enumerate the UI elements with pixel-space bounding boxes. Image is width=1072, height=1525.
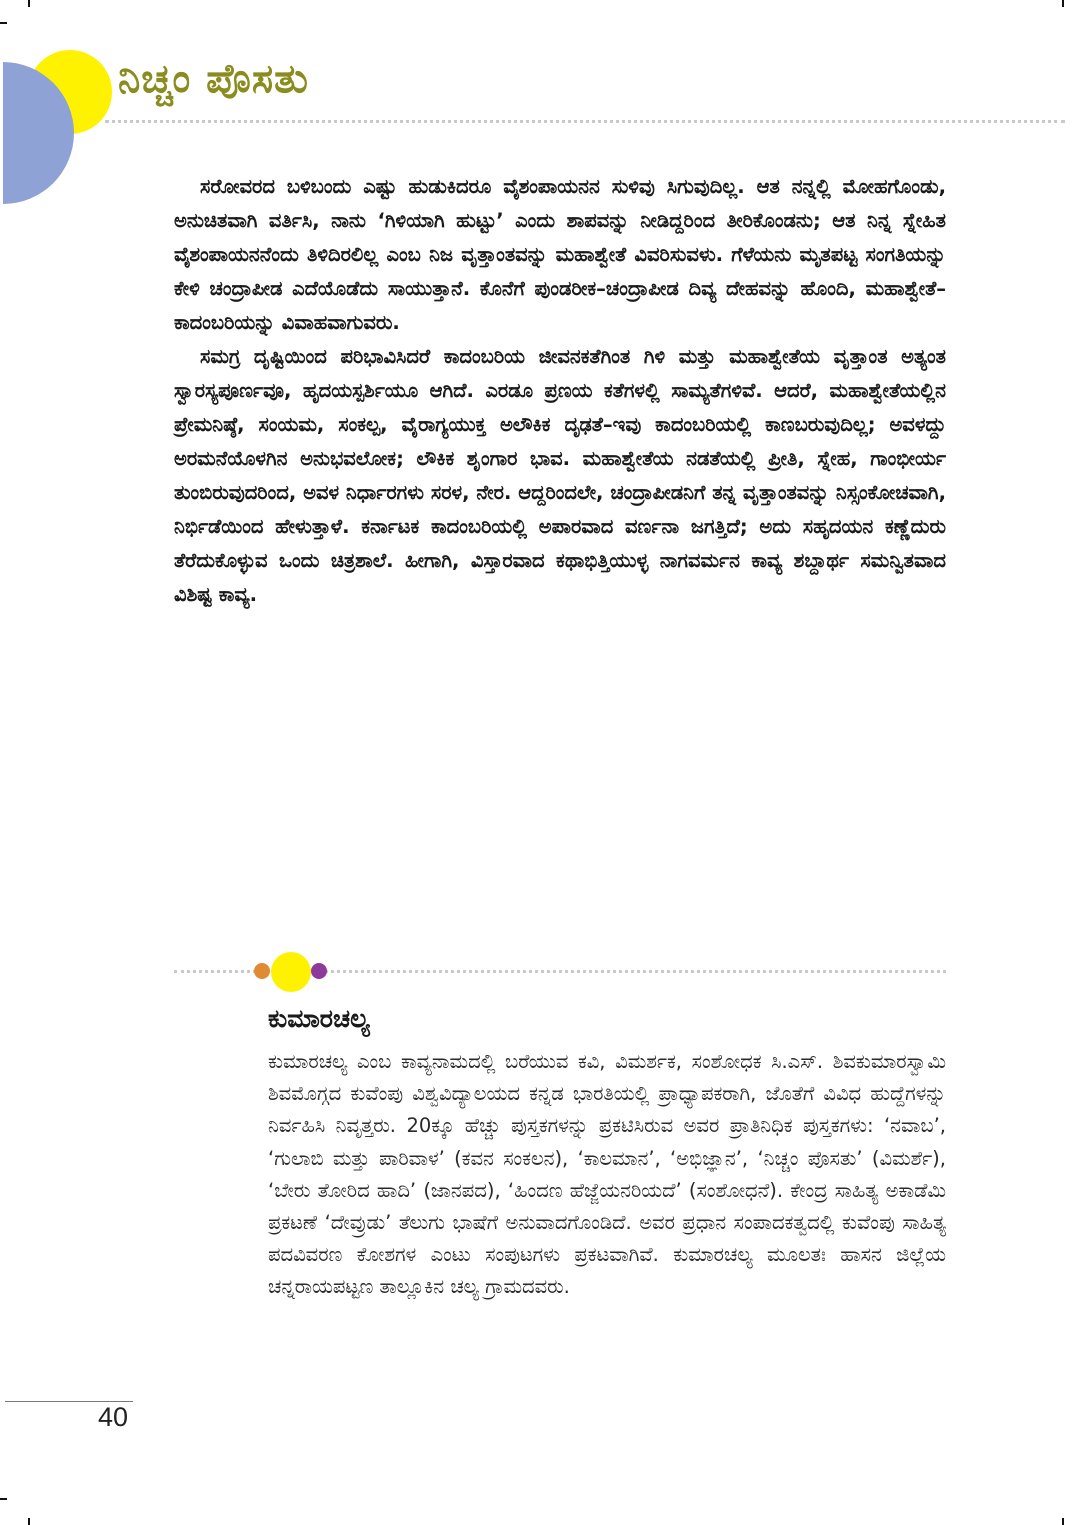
bio-paragraph: ಕುಮಾರಚಲ್ಯ ಎಂಬ ಕಾವ್ಯನಾಮದಲ್ಲಿ ಬರೆಯುವ ಕವಿ, ವಿಮರ್ಶಕ, ಸಂಶೋಧಕ ಸಿ.ಎಸ್. ಶಿವಕುಮಾರಸ್ವಾಮಿ ಶಿವಮೊಗ್ಗದ ಕುವೆಂಪು ವಿಶ್ವವಿದ್ಯಾಲಯದ ಕನ್ನಡ ಭಾರತಿಯಲ್ಲಿ ಪ್ರಾಧ್ಯಾಪಕರಾಗಿ, ಜೊತೆಗೆ ವಿವಿಧ ಹುದ್ದೆಗಳನ್ನು ನಿರ್ವಹಿಸಿ ನಿವೃತ್ತರು. 20ಕ್ಕೂ ಹೆಚ್ಚು ಪುಸ್ತಕಗಳನ್ನು ಪ್ರಕಟಿಸಿರುವ ಅವರ ಪ್ರಾತಿನಿಧಿಕ ಪುಸ್ತಕಗಳು: ‘ನವಾಬ’, ‘ಗುಲಾಬಿ ಮತ್ತು ಪಾರಿವಾಳ’ (ಕವನ ಸಂಕಲನ), ‘ಕಾಲಮಾನ’, ‘ಅಭಿಜ್ಞಾನ’, ‘ನಿಚ್ಚಂ ಪೊಸತು’ (ವಿಮರ್ಶೆ), ‘ಬೇರು ತೋರಿದ ಹಾದಿ’ (ಜಾನಪದ), ‘ಹಿಂದಣ ಹೆಜ್ಜೆಯನರಿಯದೆ’ (ಸಂಶೋಧನೆ). ಕೇಂದ್ರ ಸಾಹಿತ್ಯ ಅಕಾಡೆಮಿ ಪ್ರಕಟಣೆ ‘ದೇವ್ರುಡು’ ತೆಲುಗು ಭಾಷೆಗೆ ಅನುವಾದಗೊಂಡಿದೆ. ಅವರ ಪ್ರಧಾನ ಸಂಪಾದಕತ್ವದಲ್ಲಿ ಕುವೆಂಪು ಸಾಹಿತ್ಯ ಪದವಿವರಣ ಕೋಶಗಳ ಎಂಟು ಸಂಪುಟಗಳು ಪ್ರಕಟವಾಗಿವೆ. ಕುಮಾರಚಲ್ಯ ಮೂಲತಃ ಹಾಸನ ಜಿಲ್ಲೆಯ ಚನ್ನರಾಯಪಟ್ಟಣ ತಾಲ್ಲೂಕಿನ ಚಲ್ಯ ಗ್ರಾಮದವರು.: [268, 1050, 946, 1299]
main-paragraph: ಸಮಗ್ರ ದೃಷ್ಟಿಯಿಂದ ಪರಿಭಾವಿಸಿದರೆ ಕಾದಂಬರಿಯ ಜೀವನಕತೆಗಿಂತ ಗಿಳಿ ಮತ್ತು ಮಹಾಶ್ವೇತೆಯ ವೃತ್ತಾಂತ ಅತ್ಯಂತ ಸ್ವಾರಸ್ಯಪೂರ್ಣವೂ, ಹೃದಯಸ್ಪರ್ಶಿಯೂ ಆಗಿದೆ. ಎರಡೂ ಪ್ರಣಯ ಕತೆಗಳಲ್ಲಿ ಸಾಮ್ಯತೆಗಳಿವೆ. ಆದರೆ, ಮಹಾಶ್ವೇತೆಯಲ್ಲಿನ ಪ್ರೇಮನಿಷ್ಠೆ, ಸಂಯಮ, ಸಂಕಲ್ಪ, ವೈರಾಗ್ಯಯುಕ್ತ ಅಲೌಕಿಕ ದೃಢತೆ–ಇವು ಕಾದಂಬರಿಯಲ್ಲಿ ಕಾಣಬರುವುದಿಲ್ಲ; ಅವಳದ್ದು ಅರಮನೆಯೊಳಗಿನ ಅನುಭವಲೋಕ; ಲೌಕಿಕ ಶೃಂಗಾರ ಭಾವ. ಮಹಾಶ್ವೇತೆಯ ನಡತೆಯಲ್ಲಿ ಪ್ರೀತಿ, ಸ್ನೇಹ, ಗಾಂಭೀರ್ಯ ತುಂಬಿರುವುದರಿಂದ, ಅವಳ ನಿರ್ಧಾರಗಳು ಸರಳ, ನೇರ. ಆದ್ದರಿಂದಲೇ, ಚಂದ್ರಾಪೀಡನಿಗೆ ತನ್ನ ವೃತ್ತಾಂತವನ್ನು ನಿಸ್ಸಂಕೋಚವಾಗಿ, ನಿರ್ಭಿಡೆಯಿಂದ ಹೇಳುತ್ತಾಳೆ. ಕರ್ನಾಟಕ ಕಾದಂಬರಿಯಲ್ಲಿ ಅಪಾರವಾದ ವರ್ಣನಾ ಜಗತ್ತಿದೆ; ಅದು ಸಹೃದಯನ ಕಣ್ಣೆದುರು ತೆರೆದುಕೊಳ್ಳುವ ಒಂದು ಚಿತ್ರಶಾಲೆ. ಹೀಗಾಗಿ, ವಿಸ್ತಾರವಾದ ಕಥಾಭಿತ್ತಿಯುಳ್ಳ ನಾಗವರ್ಮನ ಕಾವ್ಯ ಶಬ್ದಾರ್ಥ ಸಮನ್ವಿತವಾದ ವಿಶಿಷ್ಟ ಕಾವ್ಯ.: [174, 345, 946, 606]
header-dotted-rule: [105, 120, 1065, 123]
header-title: ನಿಚ್ಚಂ ಪೊಸತು: [118, 56, 310, 102]
divider-purple-dot: [311, 963, 327, 979]
crop-mark: [1062, 0, 1064, 7]
main-paragraph: ಸರೋವರದ ಬಳಿಬಂದು ಎಷ್ಟು ಹುಡುಕಿದರೂ ವೈಶಂಪಾಯನನ ಸುಳಿವು ಸಿಗುವುದಿಲ್ಲ. ಆತ ನನ್ನಲ್ಲಿ ಮೋಹಗೊಂಡು, ಅನುಚಿತವಾಗಿ ವರ್ತಿಸಿ, ನಾನು ‘ಗಿಳಿಯಾಗಿ ಹುಟ್ಟು’ ಎಂದು ಶಾಪವನ್ನು ನೀಡಿದ್ದರಿಂದ ತೀರಿಕೊಂಡನು; ಆತ ನಿನ್ನ ಸ್ನೇಹಿತ ವೈಶಂಪಾಯನನೆಂದು ತಿಳಿದಿರಲಿಲ್ಲ ಎಂಬ ನಿಜ ವೃತ್ತಾಂತವನ್ನು ಮಹಾಶ್ವೇತೆ ವಿವರಿಸುವಳು. ಗೆಳೆಯನು ಮೃತಪಟ್ಟ ಸಂಗತಿಯನ್ನು ಕೇಳಿ ಚಂದ್ರಾಪೀಡ ಎದೆಯೊಡೆದು ಸಾಯುತ್ತಾನೆ. ಕೊನೆಗೆ ಪುಂಡರೀಕ–ಚಂದ್ರಾಪೀಡ ದಿವ್ಯ ದೇಹವನ್ನು ಹೊಂದಿ, ಮಹಾಶ್ವೇತೆ–ಕಾದಂಬರಿಯನ್ನು ವಿವಾಹವಾಗುವರು.: [174, 175, 946, 334]
bio-title: ಕುಮಾರಚಲ್ಯ: [268, 1004, 370, 1033]
divider-orange-dot: [254, 963, 270, 979]
bio-text: [268, 1046, 946, 1304]
divider-yellow-dot: [271, 952, 311, 992]
crop-mark: [1062, 1518, 1064, 1525]
main-text: [174, 170, 946, 612]
page-number: 40: [98, 1402, 129, 1432]
header-decoration: [0, 0, 130, 220]
crop-mark: [0, 1498, 7, 1500]
crop-mark: [28, 1518, 30, 1525]
